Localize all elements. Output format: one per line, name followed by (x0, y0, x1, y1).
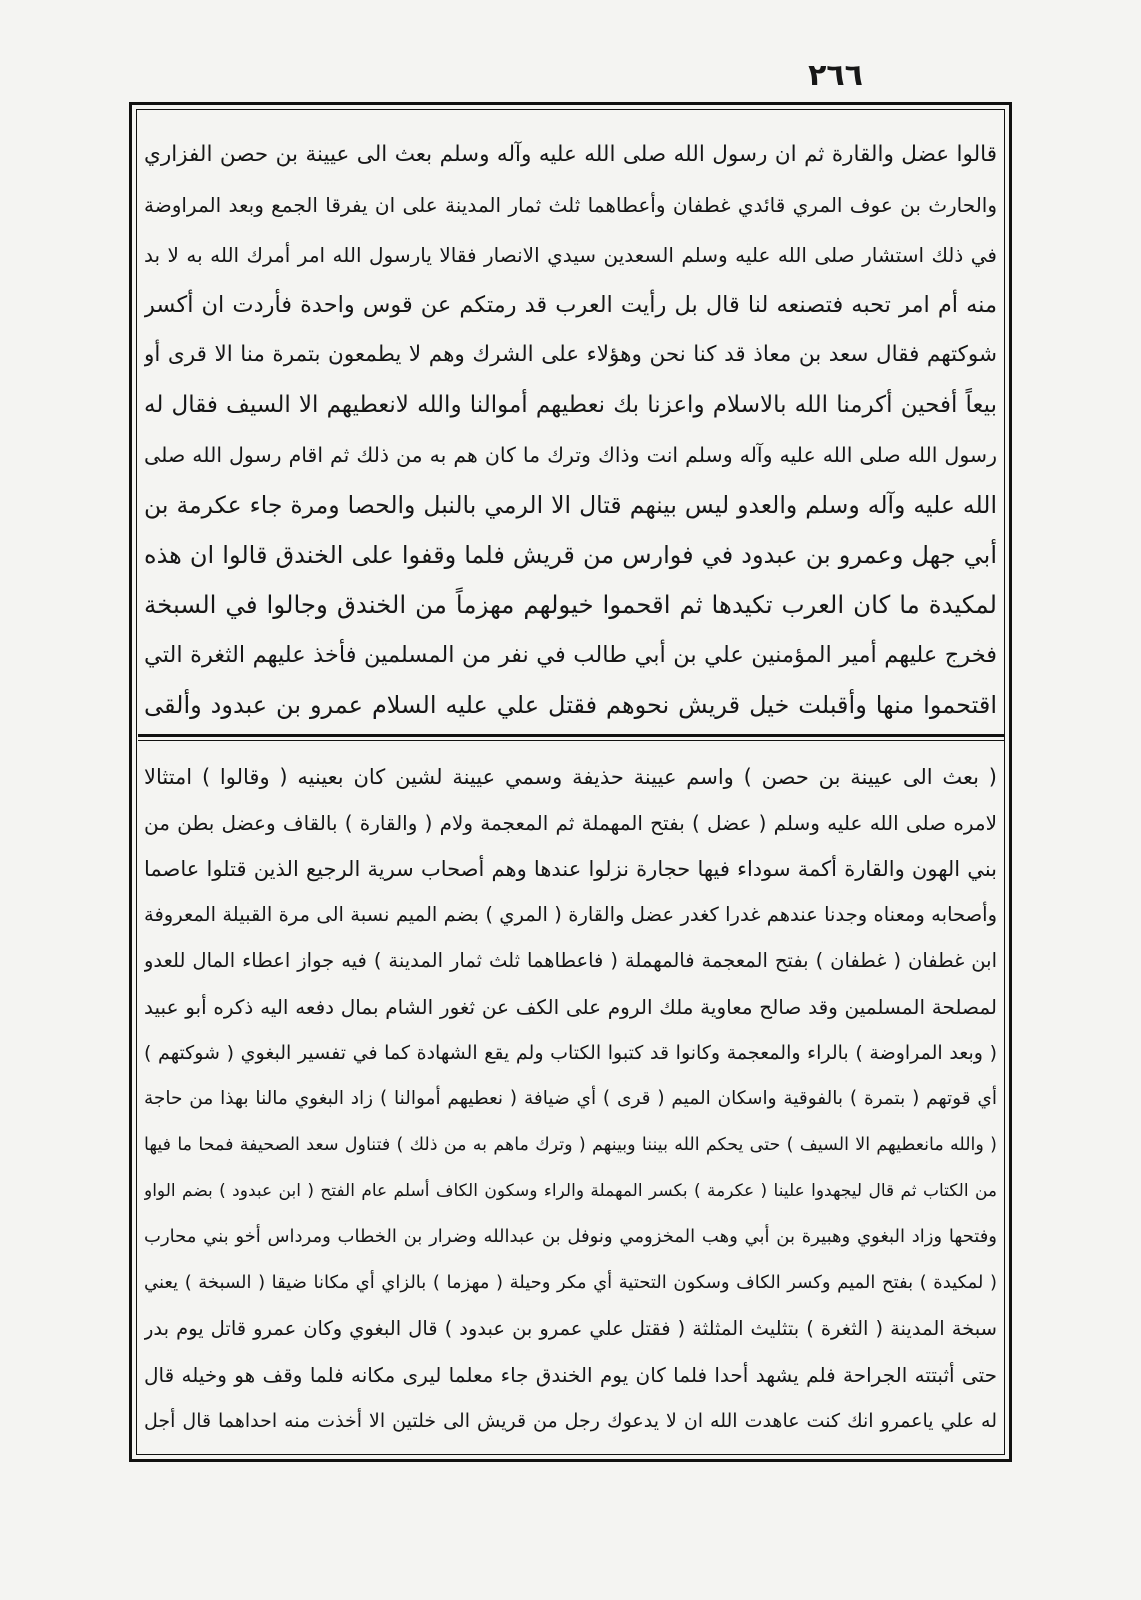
main-text-line: منه أم امر تحبه فتصنعه لنا قال بل رأيت العرب قد رمتكم عن قوس واحدة فأردت ان أكسر (144, 292, 997, 318)
commentary-line: بني الهون والقارة أكمة سوداء فيها حجارة نزلوا عندها وهم أصحاب سرية الرجيع الذين قتلوا عاصما (144, 857, 997, 881)
main-text-line: الله عليه وآله وسلم والعدو ليس بينهم قتال الا الرمي بالنبل والحصا ومرة جاء عكرمة بن (144, 491, 997, 519)
main-text (144, 130, 997, 730)
main-text-line: اقتحموا منها وأقبلت خيل قريش نحوهم فقتل علي عليه السلام عمرو بن عبدود وألقى (144, 691, 997, 719)
main-text-line: في ذلك استشار صلى الله عليه وسلم السعدين سيدي الانصار فقالا يارسول الله امر أمرك الله به لا بد (144, 243, 997, 267)
commentary-line: له علي ياعمرو انك كنت عاهدت الله ان لا يدعوك رجل من قريش الى خلتين الا أخذت منه احداهما قال أجل (144, 1410, 997, 1432)
main-text-line: شوكتهم فقال سعد بن معاذ قد كنا نحن وهؤلاء على الشرك وهم لا يطمعون بتمرة منا الا قرى أو (144, 342, 997, 367)
main-text-line: لمكيدة ما كان العرب تكيدها ثم اقحموا خيولهم مهزماً من الخندق وجالوا في السبخة (144, 590, 997, 619)
commentary (144, 754, 997, 1444)
commentary-line: لامره صلى الله عليه وسلم ( عضل ) بفتح المهملة ثم المعجمة ولام ( والقارة ) بالقاف وعضل بطن من (144, 811, 997, 835)
main-text-line: رسول الله صلى الله عليه وآله وسلم انت وذاك وترك ما كان هم به من ذلك ثم اقام رسول الله صلى (144, 443, 997, 467)
main-text-line: أبي جهل وعمرو بن عبدود في فوارس من قريش فلما وقفوا على الخندق قالوا ان هذه (144, 541, 997, 569)
commentary-line: ( وبعد المراوضة ) بالراء والمعجمة وكانوا قد كتبوا الكتاب ولم يقع الشهادة كما في تفسير البغوي ( شوكتهم ) (144, 1042, 997, 1064)
commentary-line: ( بعث الى عيينة بن حصن ) واسم عيينة حذيفة وسمي عيينة لشين كان بعينيه ( وقالوا ) امتثالا (144, 765, 997, 789)
commentary-line: لمصلحة المسلمين وقد صالح معاوية ملك الروم على الكف عن ثغور الشام بمال دفعه اليه ذكره أبو عبيد (144, 995, 997, 1019)
page-number: ٢٦٦ (808, 58, 863, 93)
separator-thick-rule (138, 734, 1004, 737)
commentary-line: سبخة المدينة ( الثغرة ) بتثليث المثلثة ( فقتل علي عمرو بن عبدود ) قال البغوي وكان عمرو قاتل يوم بدر (144, 1317, 997, 1340)
commentary-line: ( لمكيدة ) بفتح الميم وكسر الكاف وسكون التحتية أي مكر وحيلة ( مهزما ) بالزاي أي مكانا ضيقا ( السبخة ) يعني (144, 1272, 997, 1293)
separator-thin-rule (138, 740, 1004, 741)
main-text-line: بيعاً أفحين أكرمنا الله بالاسلام واعزنا بك نعطيهم أموالنا والله لانعطيهم الا السيف فقال له (144, 392, 997, 418)
commentary-line: من الكتاب ثم قال ليجهدوا علينا ( عكرمة ) بكسر المهملة والراء وسكون الكاف أسلم عام الفتح ( ابن عبدود ) بضم الواو (144, 1181, 997, 1201)
commentary-line: أي قوتهم ( بتمرة ) بالفوقية واسكان الميم ( قرى ) أي ضيافة ( نعطيهم أموالنا ) زاد البغوي مالنا بهذا من حاجة (144, 1088, 997, 1109)
commentary-line: وأصحابه ومعناه وجدنا عندهم غدرا كغدر عضل والقارة ( المري ) بضم الميم نسبة الى مرة القبيلة المعروفة (144, 903, 997, 926)
section-separator (138, 734, 1004, 744)
commentary-line: ( والله مانعطيهم الا السيف ) حتى يحكم الله بيننا وبينهم ( وترك ماهم به من ذلك ) فتناول سعد الصحيفة فمحا ما فيها (144, 1135, 997, 1155)
commentary-line: وفتحها وزاد البغوي وهبيرة بن أبي وهب المخزومي ونوفل بن عبدالله وضرار بن الخطاب ومرداس أخو بني محارب (144, 1226, 997, 1247)
main-text-line: قالوا عضل والقارة ثم ان رسول الله صلى الله عليه وآله وسلم بعث الى عيينة بن حصن الفزاري (144, 142, 997, 167)
main-text-line: والحارث بن عوف المري قائدي غطفان وأعطاهما ثلث ثمار المدينة على ان يفرقا الجمع وبعد المراوضة (144, 193, 997, 217)
main-text-line: فخرج عليهم أمير المؤمنين علي بن أبي طالب في نفر من المسلمين فأخذ عليهم الثغرة التي (144, 642, 997, 668)
commentary-line: حتى أثبتته الجراحة فلم يشهد أحدا فلما كان يوم الخندق جاء معلما ليرى مكانه فلما وقف هو وخيله قال (144, 1363, 997, 1387)
commentary-line: ابن غطفان ( غطفان ) بفتح المعجمة فالمهملة ( فاعطاهما ثلث ثمار المدينة ) فيه جواز اعطاء المال للعدو (144, 949, 997, 972)
